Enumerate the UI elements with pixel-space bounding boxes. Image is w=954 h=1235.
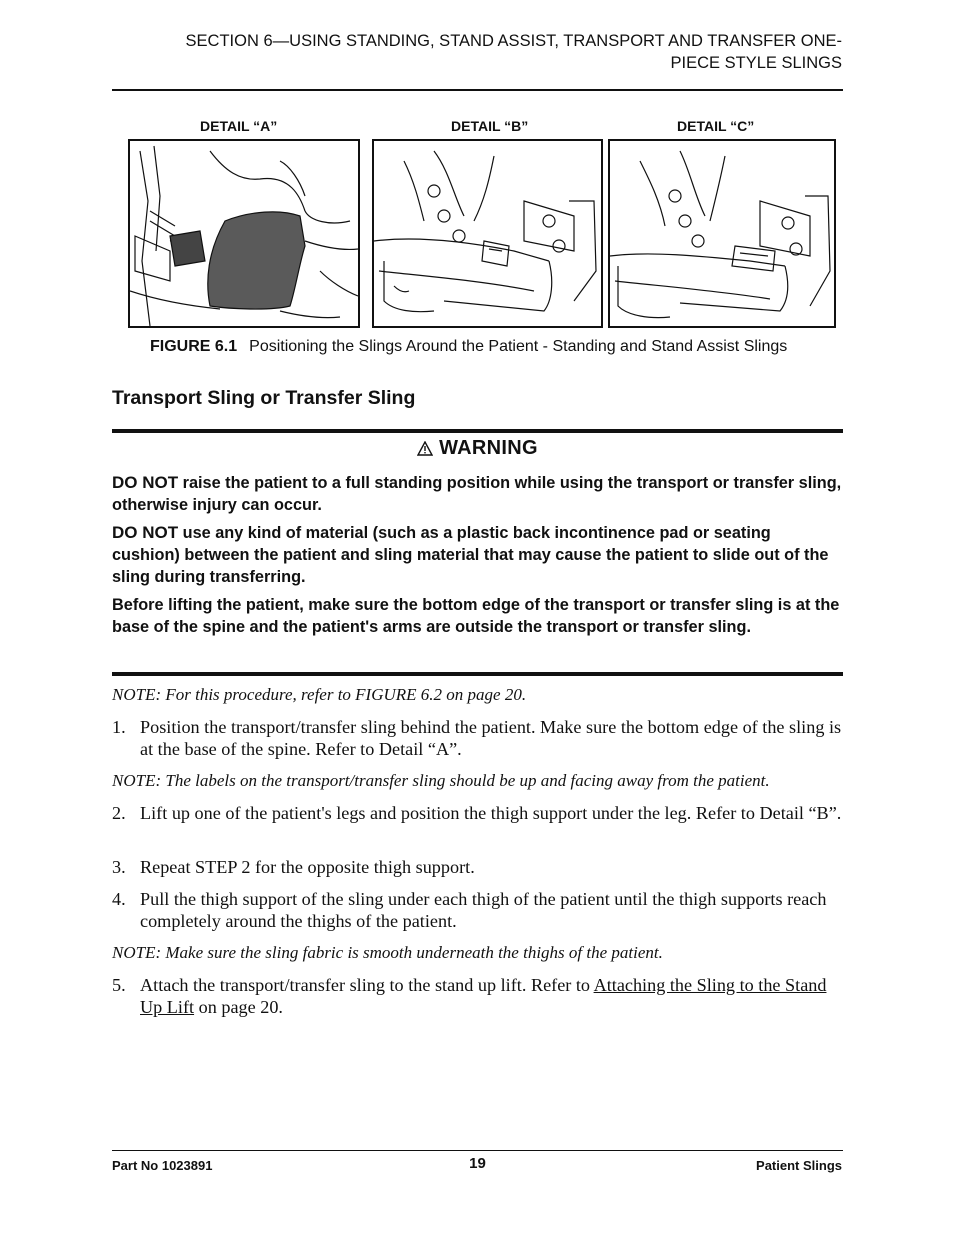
footer-title: Patient Slings — [756, 1158, 842, 1173]
step-5-text — [140, 974, 843, 1018]
running-header — [112, 30, 842, 74]
detail-b-label: DETAIL “B” — [451, 118, 529, 134]
warning-triangle-icon — [417, 441, 433, 456]
header-line-1: SECTION 6—USING STANDING, STAND ASSIST, TRANSPORT AND TRANSFER ONE- — [185, 32, 842, 50]
step-1-text: Position the transport/transfer sling behind the patient. Make sure the bottom edge of the sling is at the base of the spine. Refer to Detail “A”. — [140, 717, 842, 759]
step-2-number: 2. — [112, 803, 126, 823]
note-sling-fabric: NOTE: Make sure the sling fabric is smooth underneath the thighs of the patient. — [112, 943, 663, 962]
warning-title-text: WARNING — [439, 437, 538, 459]
warning-title — [112, 437, 843, 460]
step-3-text: Repeat STEP 2 for the opposite thigh support. — [140, 857, 475, 877]
detail-c-illustration — [608, 139, 836, 328]
warning-2-text: use any kind of material (such as a plastic back incontinence pad or seating cushion) between the patient and sling material that may cause the patient to slide out of the sling during transferring. — [112, 524, 829, 586]
footer-page-number: 19 — [469, 1155, 486, 1172]
section-heading: Transport Sling or Transfer Sling — [112, 387, 416, 409]
figure-number: FIGURE 6.1 — [150, 338, 238, 355]
figure-caption-text: Positioning the Slings Around the Patient - Standing and Stand Assist Slings — [249, 338, 788, 355]
warning-1-lead: DO NOT — [112, 473, 179, 492]
step-5-number: 5. — [112, 975, 126, 995]
footer-rule — [112, 1150, 843, 1151]
note-labels: NOTE: The labels on the transport/transfer sling should be up and facing away from the patient. — [112, 771, 770, 790]
attaching-sling-link[interactable]: Attaching the Sling to the Stand Up Lift — [140, 975, 827, 1017]
detail-c-label: DETAIL “C” — [677, 118, 755, 134]
warning-paragraph-1 — [112, 472, 843, 516]
step-3-number: 3. — [112, 857, 126, 877]
step-2-text: Lift up one of the patient's legs and position the thigh support under the leg. Refer to Detail “B”. — [140, 803, 842, 823]
figure-caption — [150, 338, 787, 356]
note-procedure-reference: NOTE: For this procedure, refer to FIGURE 6.2 on page 20. — [112, 685, 527, 704]
warning-1-text: raise the patient to a full standing position while using the transport or transfer sling, otherwise injury can occur. — [112, 474, 842, 514]
step-4-text: Pull the thigh support of the sling under each thigh of the patient until the thigh supports reach completely around the thighs of the patient. — [140, 889, 827, 931]
detail-a-illustration — [128, 139, 360, 328]
warning-paragraph-2 — [112, 522, 843, 588]
header-line-2: PIECE STYLE SLINGS — [670, 54, 842, 72]
warning-2-lead: DO NOT — [112, 523, 179, 542]
step-5-text-before: Attach the transport/transfer sling to the stand up lift. Refer to — [140, 975, 594, 995]
warning-paragraph-3: Before lifting the patient, make sure the bottom edge of the transport or transfer sling is at the base of the spine and the patient's arms are outside the transport or transfer sling. — [112, 596, 840, 636]
warning-top-rule — [112, 429, 843, 433]
step-5-text-after: on page 20. — [194, 997, 283, 1017]
detail-a-label: DETAIL “A” — [200, 118, 278, 134]
warning-bottom-rule — [112, 672, 843, 676]
header-rule — [112, 89, 843, 91]
footer-part-number: Part No 1023891 — [112, 1158, 213, 1173]
step-1-number: 1. — [112, 717, 126, 737]
step-4-number: 4. — [112, 889, 126, 909]
detail-b-illustration — [372, 139, 603, 328]
